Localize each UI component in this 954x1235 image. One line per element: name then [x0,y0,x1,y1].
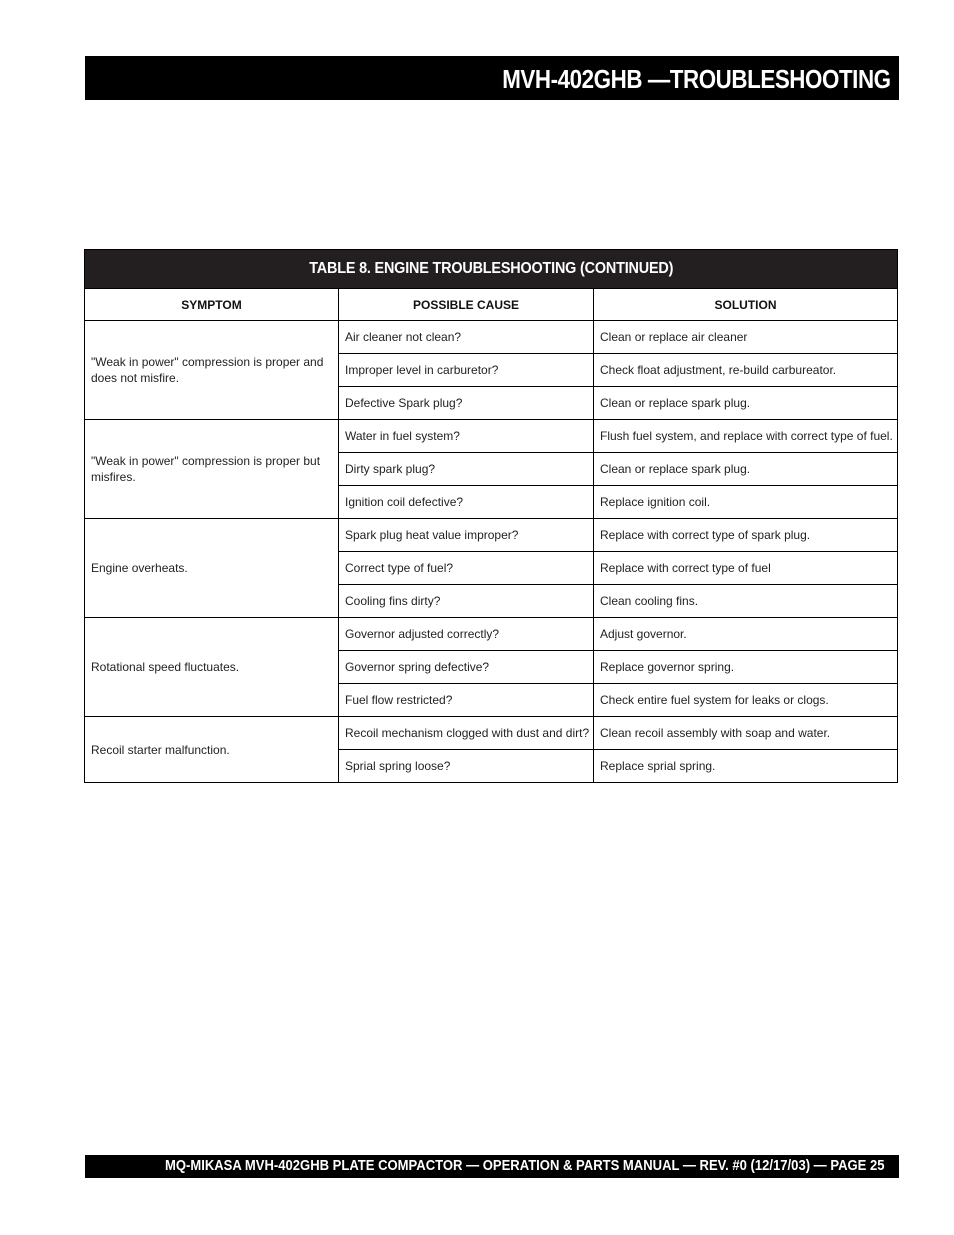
symptom-cell: Rotational speed fluctuates. [85,618,339,717]
possible-cause-cell: Cooling fins dirty? [339,585,594,618]
possible-cause-cell: Dirty spark plug? [339,453,594,486]
solution-cell: Replace with correct type of spark plug. [594,519,898,552]
table-header-row [85,289,898,321]
possible-cause-cell: Water in fuel system? [339,420,594,453]
page-header-bar [85,56,899,100]
page-title: MVH-402GHB —TROUBLESHOOTING [502,64,891,94]
possible-cause-cell: Air cleaner not clean? [339,321,594,354]
solution-cell: Replace ignition coil. [594,486,898,519]
troubleshooting-table [84,249,898,783]
solution-cell: Check entire fuel system for leaks or clogs. [594,684,898,717]
solution-cell: Clean or replace spark plug. [594,387,898,420]
table-row [85,618,898,651]
table-body [85,321,898,783]
solution-cell: Clean or replace air cleaner [594,321,898,354]
column-header-possible-cause: POSSIBLE CAUSE [339,289,594,321]
table-caption-row [85,250,898,289]
solution-cell: Replace with correct type of fuel [594,552,898,585]
possible-cause-cell: Defective Spark plug? [339,387,594,420]
symptom-cell: Engine overheats. [85,519,339,618]
symptom-cell: Recoil starter malfunction. [85,717,339,783]
solution-cell: Flush fuel system, and replace with correct type of fuel. [594,420,898,453]
solution-cell: Check float adjustment, re-build carbureator. [594,354,898,387]
page-footer-text: MQ-MIKASA MVH-402GHB PLATE COMPACTOR — OPERATION & PARTS MANUAL — REV. #0 (12/17/03) — PAGE 25 [165,1158,885,1174]
table-row [85,420,898,453]
possible-cause-cell: Fuel flow restricted? [339,684,594,717]
possible-cause-cell: Correct type of fuel? [339,552,594,585]
possible-cause-cell: Governor spring defective? [339,651,594,684]
solution-cell: Clean cooling fins. [594,585,898,618]
table-row [85,321,898,354]
column-header-solution: SOLUTION [594,289,898,321]
table-caption-text: TABLE 8. ENGINE TROUBLESHOOTING (CONTINUED) [309,260,674,277]
table-caption [85,250,898,289]
symptom-cell: "Weak in power" compression is proper but misfires. [85,420,339,519]
solution-cell: Adjust governor. [594,618,898,651]
table-row [85,519,898,552]
solution-cell: Replace governor spring. [594,651,898,684]
possible-cause-cell: Recoil mechanism clogged with dust and dirt? [339,717,594,750]
possible-cause-cell: Spark plug heat value improper? [339,519,594,552]
solution-cell: Replace sprial spring. [594,750,898,783]
possible-cause-cell: Ignition coil defective? [339,486,594,519]
possible-cause-cell: Improper level in carburetor? [339,354,594,387]
troubleshooting-table-container [84,249,897,783]
table-row [85,717,898,750]
possible-cause-cell: Sprial spring loose? [339,750,594,783]
column-header-symptom: SYMPTOM [85,289,339,321]
symptom-cell: "Weak in power" compression is proper and does not misfire. [85,321,339,420]
page-footer-bar [85,1155,899,1178]
possible-cause-cell: Governor adjusted correctly? [339,618,594,651]
solution-cell: Clean or replace spark plug. [594,453,898,486]
solution-cell: Clean recoil assembly with soap and water. [594,717,898,750]
